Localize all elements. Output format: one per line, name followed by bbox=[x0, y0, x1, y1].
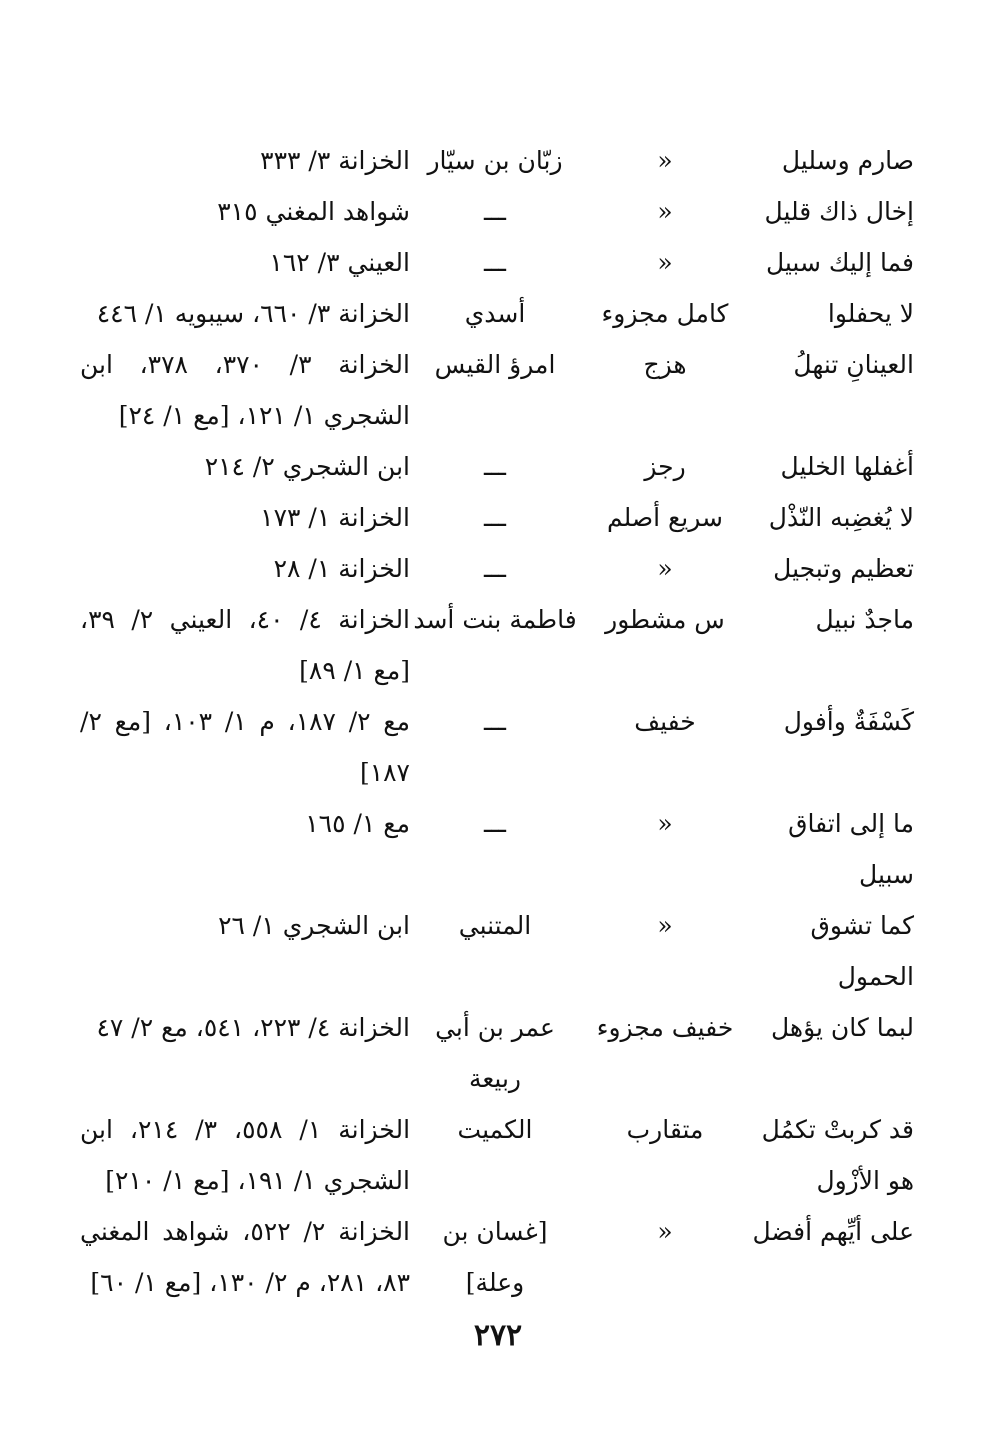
poet-cell: أسدي bbox=[464, 299, 526, 328]
table-row bbox=[80, 696, 920, 798]
table-row bbox=[80, 798, 920, 900]
source-cell: ابن الشجري ١/ ٢٦ bbox=[218, 911, 410, 940]
poet-cell: [غسان بن وعلة] bbox=[442, 1217, 548, 1297]
table-row bbox=[80, 237, 920, 288]
meter-cell: كامل مجزوء bbox=[601, 299, 729, 328]
verse-cell: إخال ذاك قليل bbox=[764, 197, 914, 226]
meter-cell: سريع أصلم bbox=[606, 503, 724, 532]
poet-cell: زبّان بن سيّار bbox=[427, 146, 563, 175]
table-row bbox=[80, 441, 920, 492]
meter-cell: متقارب bbox=[626, 1115, 704, 1144]
verse-cell: تعظيم وتبجيل bbox=[773, 554, 914, 583]
table-row bbox=[80, 900, 920, 1002]
meter-cell: خفيف bbox=[634, 707, 696, 736]
poet-cell: ـــ bbox=[484, 809, 506, 838]
source-cell: العيني ٣/ ١٦٢ bbox=[269, 248, 410, 277]
verse-cell: فما إليك سبيل bbox=[765, 248, 914, 277]
meter-cell: « bbox=[657, 809, 673, 838]
table-row bbox=[80, 339, 920, 441]
table-row bbox=[80, 135, 920, 186]
poet-cell: فاطمة بنت أسد bbox=[413, 605, 577, 634]
verse-cell: ما إلى اتفاق سبيل bbox=[788, 809, 914, 889]
source-cell: الخزانة ٤/ ٢٢٣، ٥٤١، مع ٢/ ٤٧ bbox=[96, 1013, 410, 1042]
meter-cell: خفيف مجزوء bbox=[596, 1013, 734, 1042]
source-cell: الخزانة ٣/ ٦٦٠، سيبويه ١/ ٤٤٦ bbox=[96, 299, 410, 328]
poet-cell: ـــ bbox=[484, 197, 506, 226]
verse-cell: كما تشوق الحمول bbox=[810, 911, 914, 991]
verse-cell: ماجدٌ نبيل bbox=[815, 605, 914, 634]
verse-cell: العينانِ تنهلُ bbox=[793, 350, 914, 379]
source-cell: شواهد المغني ٣١٥ bbox=[217, 197, 410, 226]
verse-cell: لا يحفلوا bbox=[827, 299, 914, 328]
verse-cell: كَسْفَةٌ وأفول bbox=[783, 707, 914, 736]
poet-cell: ـــ bbox=[484, 452, 506, 481]
source-cell: الخزانة ١/ ١٧٣ bbox=[260, 503, 410, 532]
table-row bbox=[80, 1104, 920, 1206]
poet-cell: الكميت bbox=[457, 1115, 533, 1144]
meter-cell: « bbox=[657, 1217, 673, 1246]
meter-cell: « bbox=[657, 197, 673, 226]
verse-cell: صارم وسليل bbox=[781, 146, 914, 175]
meter-cell: « bbox=[657, 911, 673, 940]
table-row bbox=[80, 186, 920, 237]
meter-cell: « bbox=[657, 248, 673, 277]
poet-cell: ـــ bbox=[484, 503, 506, 532]
table-row bbox=[80, 1206, 920, 1308]
source-cell: الخزانة ٣/ ٣٣٣ bbox=[260, 146, 410, 175]
source-cell: مع ٢/ ١٨٧، م ١/ ١٠٣، [مع ٢/ ١٨٧] bbox=[80, 707, 410, 787]
verse-cell: قد كربتْ تكمُل هو الأزْول bbox=[761, 1115, 914, 1195]
meter-cell: « bbox=[657, 554, 673, 583]
meter-cell: رجز bbox=[644, 452, 686, 481]
meter-cell: « bbox=[657, 146, 673, 175]
poet-cell: عمر بن أبي ربيعة bbox=[435, 1013, 555, 1093]
poet-cell: امرؤ القيس bbox=[434, 350, 556, 379]
poet-cell: المتنبي bbox=[458, 911, 532, 940]
verse-cell: لا يُغضِبه النّذْل bbox=[768, 503, 914, 532]
page-number: ٢٧٢ bbox=[473, 1318, 523, 1353]
meter-cell: س مشطور bbox=[605, 605, 725, 634]
poet-cell: ـــ bbox=[484, 554, 506, 583]
meter-cell: هزج bbox=[643, 350, 687, 379]
source-cell: مع ١/ ١٦٥ bbox=[305, 809, 410, 838]
source-cell: ابن الشجري ٢/ ٢١٤ bbox=[204, 452, 410, 481]
verse-cell: أغفلها الخليل bbox=[780, 452, 914, 481]
source-cell: الخزانة ٤/ ٤٠، العيني ٢/ ٣٩، [مع ١/ ٨٩] bbox=[80, 605, 411, 685]
verse-index-table bbox=[80, 135, 920, 1308]
verse-cell: على أيِّهم أفضل bbox=[752, 1217, 914, 1246]
source-cell: الخزانة ٣/ ٣٧٠، ٣٧٨، ابن الشجري ١/ ١٢١، [مع ١/ ٢٤] bbox=[80, 350, 410, 430]
table-row bbox=[80, 543, 920, 594]
table-row bbox=[80, 1002, 920, 1104]
source-cell: الخزانة ٢/ ٥٢٢، شواهد المغني ٨٣، ٢٨١، م ٢/ ١٣٠، [مع ١/ ٦٠] bbox=[80, 1217, 411, 1297]
source-cell: الخزانة ١/ ٥٥٨، ٣/ ٢١٤، ابن الشجري ١/ ١٩١، [مع ١/ ٢١٠] bbox=[80, 1115, 411, 1195]
table-row bbox=[80, 492, 920, 543]
table-row bbox=[80, 288, 920, 339]
table-row bbox=[80, 594, 920, 696]
source-cell: الخزانة ١/ ٢٨ bbox=[273, 554, 410, 583]
verse-cell: لبما كان يؤهل bbox=[771, 1013, 914, 1042]
poet-cell: ـــ bbox=[484, 707, 506, 736]
poet-cell: ـــ bbox=[484, 248, 506, 277]
